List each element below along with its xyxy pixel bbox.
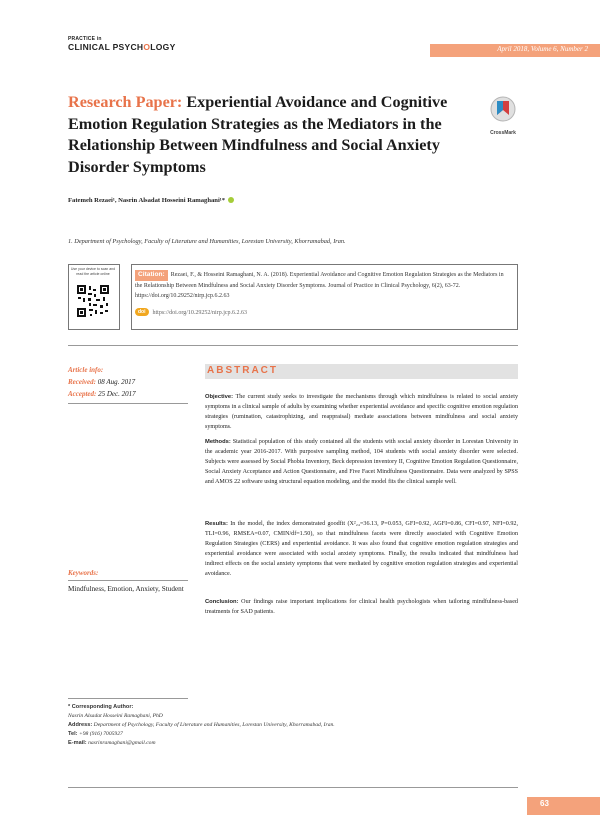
- page-number: 63: [540, 799, 549, 808]
- journal-logo-o: O: [143, 42, 151, 52]
- corresponding-name: Nasrin Alsadat Hosseini Ramaghani, PhD: [68, 712, 163, 719]
- footnote-divider: [68, 698, 188, 699]
- tel-value: +98 (916) 7005927: [78, 730, 123, 737]
- abstract-objective: [205, 392, 518, 432]
- received-label: Received:: [68, 378, 96, 386]
- conclusion-text: Our findings raise important implications for clinical health psychologists when tailoring mindfulness-based treatments for SAD patients.: [205, 599, 518, 616]
- keywords-list: Mindfulness, Emotion, Anxiety, Student: [68, 585, 184, 593]
- doi-icon: doi: [135, 308, 149, 316]
- conclusion-label: Conclusion:: [205, 599, 239, 605]
- journal-logo-part2: LOGY: [150, 42, 176, 52]
- email-value[interactable]: nasrinramaghani@gmail.com: [88, 739, 156, 746]
- received-date: [68, 378, 135, 386]
- crossmark-icon: [490, 96, 516, 124]
- crossmark-badge[interactable]: [483, 96, 523, 136]
- journal-logo-part1: CLINICAL PSYCH: [68, 42, 144, 52]
- abstract-methods: [205, 437, 518, 487]
- doi-row: [135, 308, 247, 316]
- keywords-divider: [68, 580, 188, 581]
- citation-text: Rezaei, F., & Hosseini Ramaghani, N. A. (2018). Experiential Avoidance and Cognitive Emotion Regulation Strategies as the Mediators in the Relationship Between Mindfulness and Social Anxiety Disorder Symptoms. Journal of Practice in Clinical Psychology, 6(2), 63-72. https://doi.org/10.29252/nirp.jcp.6.2.63: [135, 272, 504, 299]
- methods-label: Methods:: [205, 439, 231, 445]
- abstract-results: [205, 519, 518, 580]
- article-info-divider: [68, 403, 188, 404]
- abstract-conclusion: [205, 597, 518, 617]
- section-divider: [68, 345, 518, 346]
- corresponding-author: [68, 703, 508, 748]
- paper-type-label: Research Paper:: [68, 93, 183, 111]
- affiliation: 1. Department of Psychology, Faculty of Literature and Humanities, Lorestan University, Khorramabad, Iran.: [68, 238, 346, 245]
- corresponding-heading: * Corresponding Author:: [68, 704, 134, 710]
- objective-label: Objective:: [205, 394, 234, 400]
- page-number-band: [527, 797, 600, 815]
- authors-text: Fatemeh Rezaei¹, Nasrin Alsadat Hosseini Ramaghani¹*: [68, 197, 226, 204]
- issue-info: April 2018, Volume 6, Number 2: [497, 45, 588, 53]
- article-title: [68, 92, 480, 178]
- crossmark-label: CrossMark: [490, 130, 516, 136]
- accepted-label: Accepted:: [68, 390, 97, 398]
- received-value: 08 Aug. 2017: [97, 378, 136, 386]
- email-label: E-mail:: [68, 739, 87, 746]
- address-label: Address:: [68, 721, 93, 728]
- citation-label: Citation:: [135, 270, 168, 281]
- methods-text: Statistical population of this study contained all the students with social anxiety disorder in Lorestan University in the academic year 2016-2017. With purposive sampling method, 104 students with social anxiety disorder were selected. Subjects were assessed by Social Phobia Inventory, Beck depression inventory II, Cognitive Emotion Regulation Questionnaire, Social Anxiety Acceptance and Action Questionnaire, and Five Facet Mindfulness Questionnaire. Data were analyzed by SPSS and AMOS 22 software using structural equation modeling, and the model fits the clinical sample well.: [205, 439, 518, 486]
- author-list: [68, 197, 234, 204]
- orcid-icon[interactable]: [228, 197, 234, 203]
- journal-logo-small-text: PRACTICE in: [68, 36, 102, 42]
- qr-code-icon[interactable]: [76, 284, 110, 318]
- abstract-heading: ABSTRACT: [207, 365, 278, 376]
- citation: [135, 270, 511, 302]
- doi-link[interactable]: https://doi.org/10.29252/nirp.jcp.6.2.63: [152, 310, 248, 316]
- qr-caption: Use your device to scan and read the article online: [70, 267, 116, 276]
- results-label: Results:: [205, 521, 228, 527]
- accepted-date: [68, 390, 136, 398]
- title-text: Experiential Avoidance and Cognitive Emotion Regulation Strategies as the Mediators in the Relationship Between Mindfulness and Social Anxiety Disorder Symptoms: [68, 93, 448, 176]
- journal-logo: [68, 42, 176, 52]
- results-text: In the model, the index demonstrated goodfit (X²₂₄=36.13, P=0.053, GFI=0.92, AGFI=0.86, CFI=0.97, NFI=0.92, TLI=0.96, RMSEA=0.07, CMIN/df=1.50), so that mindfulness facets were directly associated with Cognitive Emotion Regulation Strategies (CERS) and experiential avoidance. It was also found that cognitive emotion regulation strategies and experiential avoidance were associated with social anxiety symptoms. Finally, the results indicated that mindfulness had indirect effects on the social anxiety symptoms that were mediated by cognitive emotion regulation strategies and experiential avoidance.: [205, 521, 518, 578]
- keywords-heading: Keywords:: [68, 569, 99, 577]
- objective-text: The current study seeks to investigate the mechanisms through which mindfulness is related to social anxiety symptoms in a clinical sample of adults by examining whether experiential avoidance and specific cognitive emotion regulation strategies (rumination, catastrophizing, and reappraisal) mediate associations between mindfulness and social anxiety symptoms.: [205, 394, 518, 431]
- address-value: Department of Psychology, Faculty of Literature and Humanities, Lorestan University, Khorramabad, Iran.: [93, 721, 335, 728]
- article-info-heading: Article info:: [68, 366, 104, 374]
- footer-divider: [68, 787, 518, 788]
- accepted-value: 25 Dec. 2017: [98, 390, 136, 398]
- tel-label: Tel:: [68, 730, 78, 737]
